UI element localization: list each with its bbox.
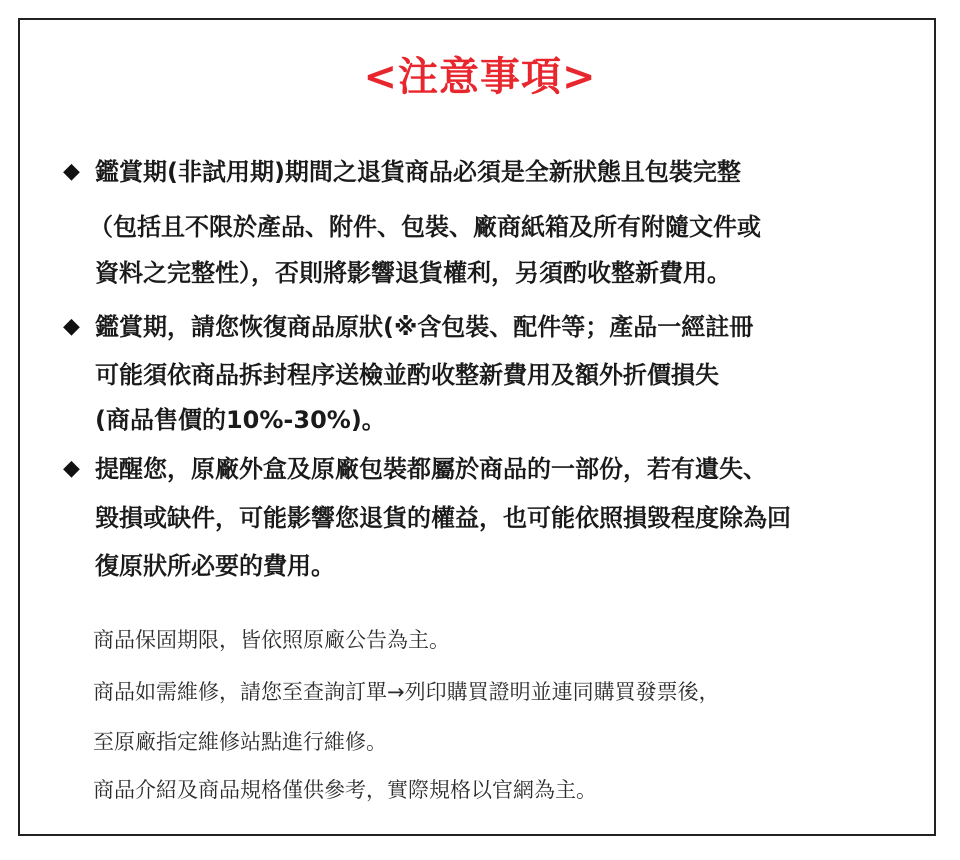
item-3-line-1: 提醒您，原廠外盒及原廠包裝都屬於商品的一部份，若有遺失、 xyxy=(95,455,767,483)
bullet-diamond-icon: ◆ xyxy=(63,159,80,184)
bullet-diamond-icon: ◆ xyxy=(63,456,80,481)
item-1-line-1: 鑑賞期(非試用期)期間之退貨商品必須是全新狀態且包裝完整 xyxy=(95,158,741,186)
item-1-line-2: （包括且不限於產品、附件、包裝、廠商紙箱及所有附隨文件或 xyxy=(89,213,761,241)
item-1-line-3: 資料之完整性），否則將影響退貨權利，另須酌收整新費用。 xyxy=(95,259,731,287)
bullet-diamond-icon: ◆ xyxy=(63,314,80,339)
item-3-line-3: 復原狀所必要的費用。 xyxy=(95,552,335,580)
note-repair-line-1: 商品如需維修，請您至查詢訂單→列印購買證明並連同購買發票後， xyxy=(93,680,720,704)
note-warranty: 商品保固期限，皆依照原廠公告為主。 xyxy=(93,628,450,652)
item-2-line-2: 可能須依商品拆封程序送檢並酌收整新費用及額外折價損失 xyxy=(95,361,719,389)
item-3-line-2: 毀損或缺件，可能影響您退貨的權益，也可能依照損毀程度除為回 xyxy=(95,504,791,532)
notice-title: <注意事項> xyxy=(363,54,597,100)
note-repair-line-2: 至原廠指定維修站點進行維修。 xyxy=(93,730,387,754)
note-specs: 商品介紹及商品規格僅供參考，實際規格以官網為主。 xyxy=(93,778,597,802)
item-2-line-3: (商品售價的10%-30%)。 xyxy=(95,406,386,434)
item-2-line-1: 鑑賞期，請您恢復商品原狀(※含包裝、配件等；產品一經註冊 xyxy=(95,313,754,341)
